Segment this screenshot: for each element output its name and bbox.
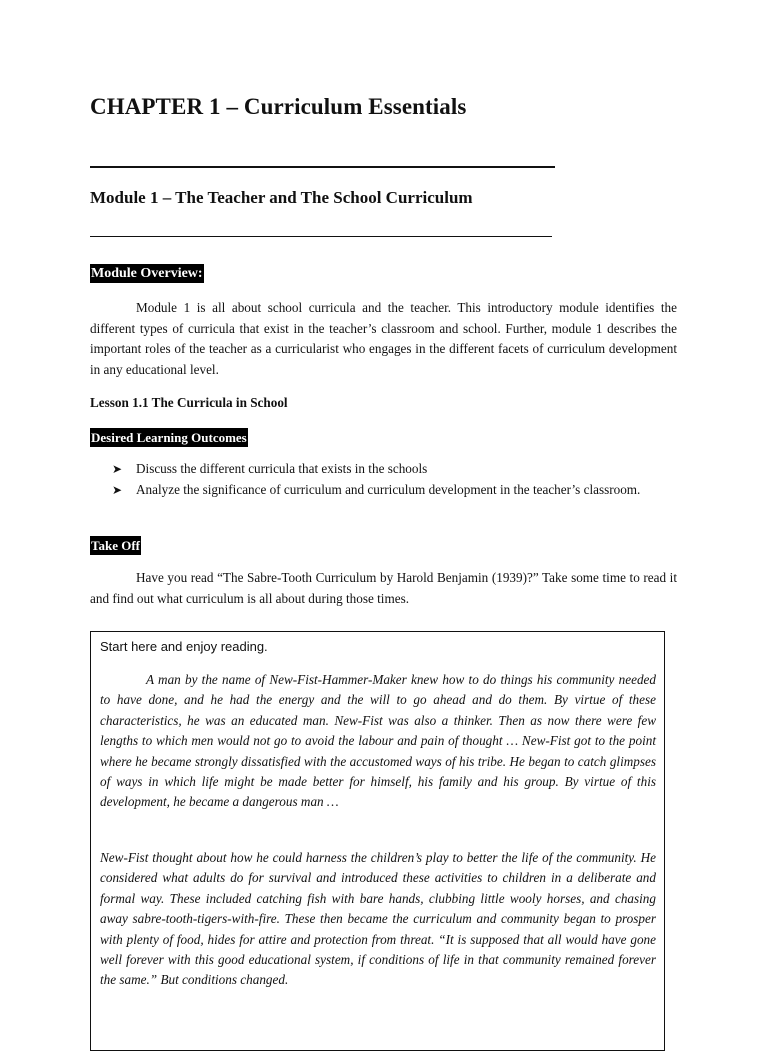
story-paragraph — [100, 670, 656, 813]
reading-box — [90, 631, 665, 1051]
divider-line — [90, 166, 555, 168]
module-overview-paragraph — [90, 298, 677, 380]
outcome-text: Analyze the significance of curriculum and curriculum development in the teacher’s classroom. — [136, 481, 641, 497]
module-overview-text: Module 1 is all about school curricula and the teacher. This introductory module identifies the different types of curricula that exist in the teacher’s classroom and school. Further, module 1 describes the important roles of the teacher as a curricularist who engages in the different facets of curriculum development in any educational level. — [90, 300, 677, 377]
list-item — [112, 459, 678, 480]
take-off-text: Have you read “The Sabre-Tooth Curriculum by Harold Benjamin (1939)?” Take some time to read it and find out what curriculum is all about during those times. — [90, 570, 677, 606]
lesson-title: Lesson 1.1 The Curricula in School — [90, 395, 288, 410]
list-item — [112, 480, 678, 501]
arrowhead-bullet-icon: ➤ — [112, 482, 123, 497]
learning-outcomes-list — [112, 459, 678, 500]
reading-box-header: Start here and enjoy reading. — [100, 639, 268, 654]
outcome-text: Discuss the different curricula that exists in the schools — [136, 461, 428, 476]
take-off-paragraph — [90, 568, 677, 609]
arrowhead-bullet-icon: ➤ — [112, 462, 123, 476]
learning-outcomes-heading: Desired Learning Outcomes — [91, 430, 247, 445]
chapter-title: CHAPTER 1 – Curriculum Essentials — [90, 94, 467, 119]
story-text: A man by the name of New-Fist-Hammer-Maker knew how to do things his community needed to have done, and he had the energy and the will to go ahead and do them. By virtue of these characteristics, he was an educated man. New-Fist was also a thinker. Then as now there were few lengths to which men would not go to avoid the labour and pain of thought … New-Fist got to the point where he became strongly dissatisfied with the accustomed ways of his tribe. He began to catch glimpses of ways in which life might be made better for himself, his family and his group. By virtue of this development, he became a dangerous man … — [100, 672, 656, 810]
story-paragraph: New-Fist thought about how he could harness the children’s play to better the life of the community. He considered what adults do for survival and introduced these activities to children in a deliberate and formal way. These included catching fish with bare hands, clubbing little wooly horses, and chasing away sabre-tooth-tigers-with-fire. These then became the curriculum and community began to prosper with plenty of food, hides for attire and protection from threat. “It is supposed that all would have gone well forever with this good educational system, if conditions of life in that community remained forever the same.” But conditions changed. — [100, 850, 656, 988]
divider-line — [90, 236, 552, 237]
take-off-heading: Take Off — [91, 538, 140, 553]
module-title: Module 1 – The Teacher and The School Curriculum — [90, 188, 473, 207]
module-overview-heading: Module Overview: — [91, 266, 203, 281]
